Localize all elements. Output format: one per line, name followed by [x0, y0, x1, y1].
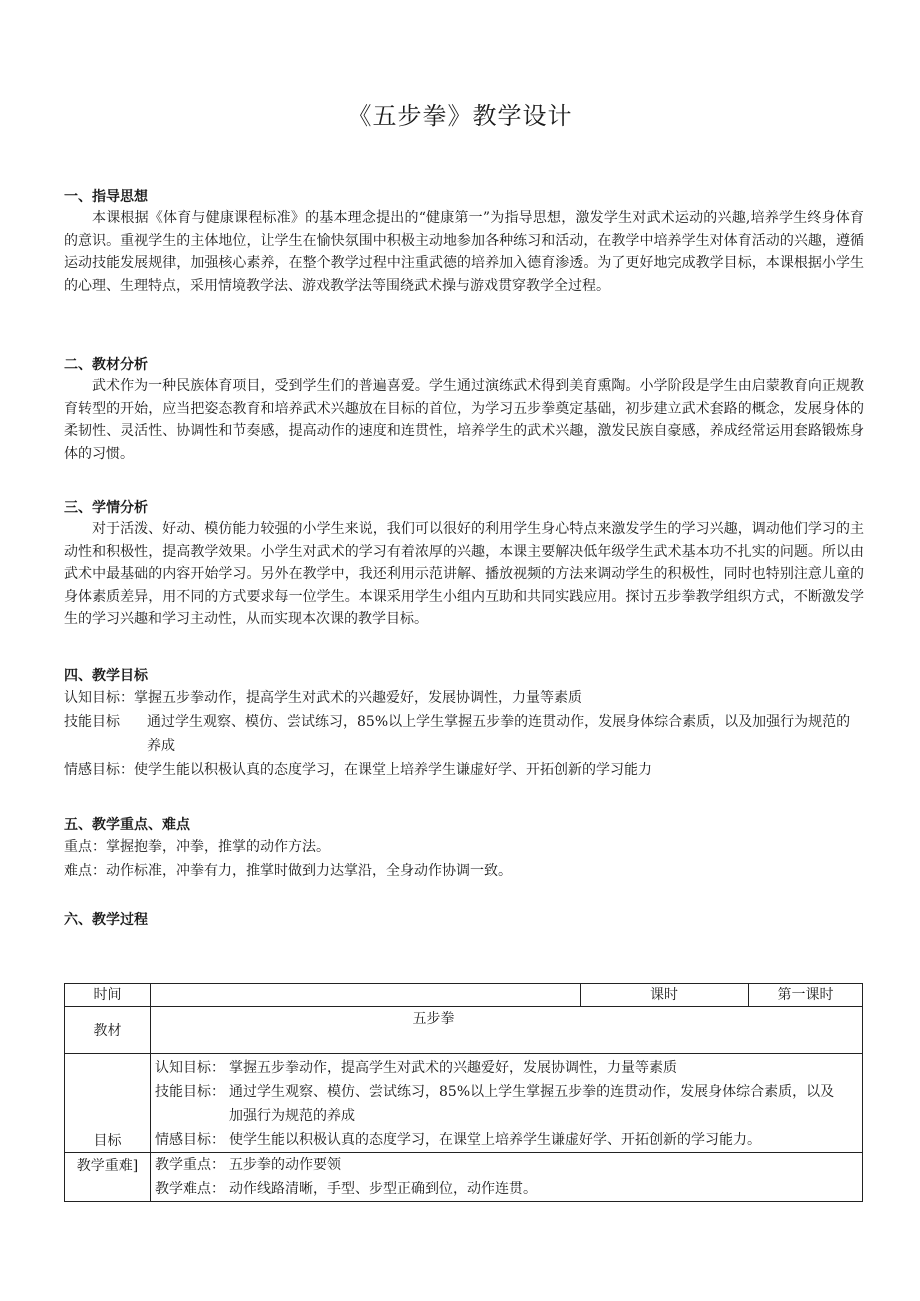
- time-value-cell: [151, 984, 581, 1007]
- section-material-analysis: [64, 355, 864, 465]
- section-heading: 三、学情分析: [64, 500, 148, 516]
- kd-label-cell: 教学重难]: [65, 1153, 151, 1202]
- goal-line-label: 情感目标：: [155, 1132, 225, 1148]
- period-value-cell: 第一课时: [749, 984, 863, 1007]
- period-label-cell: 课时: [581, 984, 749, 1007]
- section-teaching-goals: [64, 666, 864, 782]
- lesson-plan-table: [64, 983, 863, 1202]
- goal-line-text: 使学生能以积极认真的态度学习，在课堂上培养学生谦虚好学、开拓创新的学习能力。: [229, 1132, 761, 1148]
- section-guiding-idea: [64, 187, 864, 297]
- section-paragraph: 对于活泼、好动、模仿能力较强的小学生来说，我们可以很好的利用学生身心特点来激发学生的学习兴趣，调动他们学习的主动性和积极性，提高教学效果。小学生对武术的学习有着浓厚的兴趣，本课主要解决低年级学生武术基本功不扎实的问题。所以由武术中最基础的内容开始学习。另外在教学中，我还利用示范讲解、播放视频的方法来调动学生的积极性，同时也特别注意儿童的身体素质差异，用不同的方式要求每一位学生。本课采用学生小组内互助和共同实践应用。探讨五步拳教学组织方式，不断激发学生的学习兴趣和学习主动性，从而实现本次课的教学目标。: [64, 521, 864, 628]
- section-heading: 二、教材分析: [64, 357, 148, 373]
- table-row: [65, 1054, 863, 1153]
- page-title: 《五步拳》教学设计: [347, 102, 573, 130]
- goal-label: 情感目标：: [64, 762, 134, 778]
- goal-cognitive: [64, 686, 864, 710]
- section-heading: 六、教学过程: [64, 912, 148, 928]
- goal-line-text: 掌握五步拳动作，提高学生对武术的兴趣爱好，发展协调性，力量等素质: [229, 1060, 677, 1076]
- goal-cognitive-line: [155, 1056, 858, 1080]
- goal-text: 掌握五步拳动作，提高学生对武术的兴趣爱好，发展协调性，力量等素质: [134, 690, 582, 706]
- material-value-cell: 五步拳: [151, 1007, 863, 1054]
- goal-label-cell: 目标: [65, 1054, 151, 1153]
- section-paragraph: 本课根据《体育与健康课程标准》的基本理念提出的“健康第一”为指导思想，激发学生对武术运动的兴趣,培养学生终身体育的意识。重视学生的主体地位，让学生在愉快氛围中积极主动地参加各种练习和活动，在教学中培养学生对体育活动的兴趣，遵循运动技能发展规律，加强核心素养，在整个教学过程中注重武德的培养加入德育渗透。为了更好地完成教学目标，本课根据小学生的心理、生理特点，采用情境教学法、游戏教学法等围绕武术操与游戏贯穿教学全过程。: [64, 210, 864, 294]
- goal-content-cell: [151, 1054, 863, 1153]
- table-row: [65, 1007, 863, 1054]
- kd-line-text: 五步拳的动作要领: [229, 1157, 341, 1173]
- goal-skill: [64, 710, 864, 758]
- kd-content-cell: [151, 1153, 863, 1202]
- table-row: [65, 984, 863, 1007]
- goal-line-text: 通过学生观察、模仿、尝试练习，85%以上学生掌握五步拳的连贯动作，发展身体综合素质，以及加强行为规范的养成: [229, 1084, 835, 1124]
- section-paragraph: 武术作为一种民族体育项目，受到学生们的普遍喜爱。学生通过演练武术得到美育熏陶。小学阶段是学生由启蒙教育向正规教育转型的开始，应当把姿态教育和培养武术兴趣放在目标的首位，为学习五步拳奠定基础，初步建立武术套路的概念，发展身体的柔韧性、灵活性、协调性和节奏感，提高动作的速度和连贯性，培养学生的武术兴趣，激发民族自豪感，养成经常运用套路锻炼身体的习惯。: [64, 378, 864, 462]
- section-key-points: [64, 815, 864, 883]
- goal-emotion: [64, 758, 864, 782]
- key-text: 掌握抱拳，冲拳，推掌的动作方法。: [106, 839, 330, 855]
- section-heading: 四、教学目标: [64, 668, 148, 684]
- section-teaching-process: [64, 910, 864, 930]
- goal-text: 使学生能以积极认真的态度学习，在课堂上培养学生谦虚好学、开拓创新的学习能力: [134, 762, 652, 778]
- section-student-analysis: [64, 498, 864, 631]
- kd-line-label: 教学重点：: [155, 1157, 225, 1173]
- difficult-text: 动作标准，冲拳有力，推掌时做到力达掌沿，全身动作协调一致。: [106, 863, 512, 879]
- key-label: 重点：: [64, 839, 106, 855]
- goal-text: 通过学生观察、模仿、尝试练习，85%以上学生掌握五步拳的连贯动作，发展身体综合素质，以及加强行为规范的养成: [147, 714, 851, 754]
- goal-label: 认知目标：: [64, 690, 134, 706]
- kd-line-label: 教学难点：: [155, 1181, 225, 1197]
- time-label-cell: 时间: [65, 984, 151, 1007]
- kd-line-text: 动作线路清晰，手型、步型正确到位，动作连贯。: [229, 1181, 537, 1197]
- difficult-point: [64, 859, 864, 883]
- goal-line-label: 认知目标：: [155, 1060, 225, 1076]
- goal-label: 技能目标: [64, 714, 120, 730]
- goal-line-label: 技能目标：: [155, 1084, 225, 1100]
- section-heading: 一、指导思想: [64, 189, 148, 205]
- kd-diff-line: [155, 1177, 858, 1201]
- difficult-label: 难点：: [64, 863, 106, 879]
- goal-emotion-line: [155, 1128, 858, 1152]
- section-heading: 五、教学重点、难点: [64, 817, 190, 833]
- key-point: [64, 835, 864, 859]
- material-label-cell: 教材: [65, 1007, 151, 1054]
- kd-key-line: [155, 1153, 858, 1177]
- table-row: [65, 1153, 863, 1202]
- goal-skill-line: [155, 1080, 858, 1128]
